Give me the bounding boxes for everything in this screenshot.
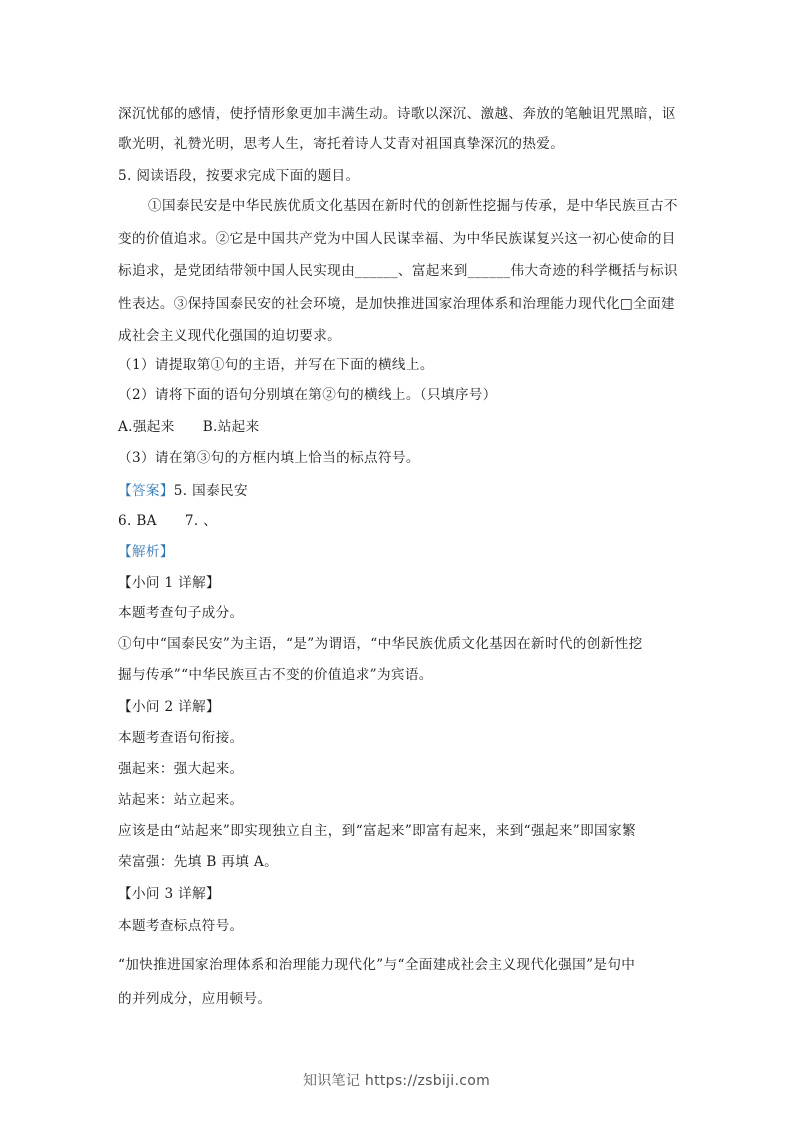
q2-line-4: 应该是由“站起来”即实现独立自主，到“富起来”即富有起来，来到“强起来”即国家繁 bbox=[118, 823, 636, 839]
q2-line-1: 本题考查语句衔接。 bbox=[118, 730, 244, 746]
answer-tag: 【答案】 bbox=[118, 483, 174, 499]
q1-line-2: ①句中“国泰民安”为主语，“是”为谓语，“中华民族优质文化基因在新时代的创新性挖 bbox=[118, 636, 643, 652]
q1-line-3: 掘与传承”“中华民族亘古不变的价值追求”为宾语。 bbox=[118, 667, 433, 683]
passage-line-4: 性表达。③保持国泰民安的社会环境，是加快推进国家治理体系和治理能力现代化□全面建 bbox=[118, 296, 675, 312]
q2-line-5: 荣富强：先填 B 再填 A。 bbox=[118, 854, 279, 870]
passage-line-3: 标追求，是党团结带领中国人民实现由______、富起来到______伟大奇迹的科学概括与标识 bbox=[118, 263, 678, 279]
answer-line-1: 5. 国泰民安 bbox=[173, 483, 248, 499]
passage-line-2: 变的价值追求。②它是中国共产党为中国人民谋幸福、为中华民族谋复兴这一初心使命的目 bbox=[118, 231, 676, 247]
q1-line-1: 本题考查句子成分。 bbox=[118, 605, 244, 621]
q3-heading: 【小问 3 详解】 bbox=[118, 886, 221, 902]
answer-row bbox=[118, 481, 688, 501]
intro-line-2: 歌光明，礼赞光明，思考人生，寄托着诗人艾青对祖国真挚深沉的热爱。 bbox=[118, 136, 565, 152]
q2-line-3: 站起来：站立起来。 bbox=[118, 792, 244, 808]
answer-options: A.强起来 B.站起来 bbox=[118, 419, 260, 435]
analysis-tag: 【解析】 bbox=[118, 544, 174, 560]
q3-line-3: 的并列成分，应用顿号。 bbox=[118, 991, 272, 1007]
sub-question-1: （1）请提取第①句的主语，并写在下面的横线上。 bbox=[118, 357, 434, 373]
q2-line-2: 强起来：强大起来。 bbox=[118, 761, 244, 777]
answer-line-2: 6. BA 7. 、 bbox=[118, 513, 218, 529]
question-title: 5. 阅读语段，按要求完成下面的题目。 bbox=[118, 168, 360, 184]
footer-watermark: 知识笔记 https://zsbiji.com bbox=[302, 1073, 491, 1089]
passage-line-5: 成社会主义现代化强国的迫切要求。 bbox=[118, 328, 342, 344]
q3-line-2: “加快推进国家治理体系和治理能力现代化”与“全面建成社会主义现代化强国”是句中 bbox=[118, 957, 636, 973]
q2-heading: 【小问 2 详解】 bbox=[118, 699, 221, 715]
intro-line-1: 深沉忧郁的感情，使抒情形象更加丰满生动。诗歌以深沉、激越、奔放的笔触诅咒黑暗，讴 bbox=[118, 106, 676, 122]
q3-line-1: 本题考查标点符号。 bbox=[118, 918, 244, 934]
sub-question-3: （3）请在第③句的方框内填上恰当的标点符号。 bbox=[118, 450, 420, 466]
q1-heading: 【小问 1 详解】 bbox=[118, 575, 221, 591]
passage-line-1: ①国泰民安是中华民族优质文化基因在新时代的创新性挖掘与传承，是中华民族亘古不 bbox=[148, 198, 678, 214]
sub-question-2: （2）请将下面的语句分别填在第②句的横线上。（只填序号） bbox=[118, 387, 497, 403]
